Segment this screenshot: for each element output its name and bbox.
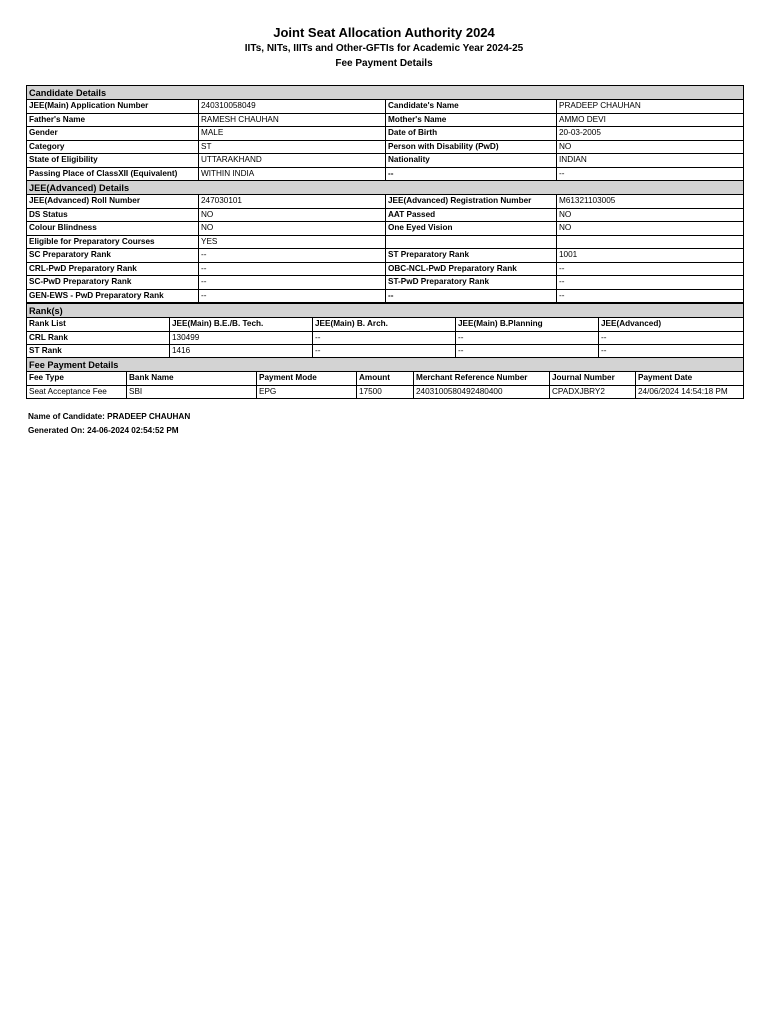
- table-cell: ST Rank: [27, 345, 170, 359]
- table-row: [27, 195, 744, 209]
- table-row: [27, 127, 744, 141]
- section-title: Candidate Details: [27, 86, 744, 100]
- table-cell: --: [599, 331, 744, 345]
- field-value: --: [199, 289, 386, 303]
- field-value: YES: [199, 235, 386, 249]
- field-label: Colour Blindness: [27, 222, 199, 236]
- field-label: --: [386, 167, 557, 181]
- fee-body: [27, 358, 744, 399]
- table-row: [27, 208, 744, 222]
- column-header: Payment Mode: [257, 372, 357, 386]
- table-cell: Seat Acceptance Fee: [27, 385, 127, 399]
- table-row: [27, 100, 744, 114]
- generated-on-line: Generated On: 24-06-2024 02:54:52 PM: [28, 426, 179, 435]
- field-label: Date of Birth: [386, 127, 557, 141]
- table-row: [27, 235, 744, 249]
- field-value: PRADEEP CHAUHAN: [557, 100, 744, 114]
- column-header: Journal Number: [550, 372, 636, 386]
- column-header: Fee Type: [27, 372, 127, 386]
- document-subtitle: IITs, NITs, IIITs and Other-GFTIs for Academic Year 2024-25: [244, 43, 524, 54]
- field-value: --: [557, 262, 744, 276]
- field-value: M61321103005: [557, 195, 744, 209]
- field-value: MALE: [199, 127, 386, 141]
- column-header-row: [27, 318, 744, 332]
- field-value: 1001: [557, 249, 744, 263]
- field-label: ST Preparatory Rank: [386, 249, 557, 263]
- field-label: OBC-NCL-PwD Preparatory Rank: [386, 262, 557, 276]
- field-label: Person with Disability (PwD): [386, 140, 557, 154]
- table-row: [27, 262, 744, 276]
- table-row: [27, 276, 744, 290]
- section-header-row: [27, 304, 744, 318]
- table-cell: CRL Rank: [27, 331, 170, 345]
- table-row: [27, 385, 744, 399]
- table-row: [27, 249, 744, 263]
- field-value: RAMESH CHAUHAN: [199, 113, 386, 127]
- field-label: DS Status: [27, 208, 199, 222]
- field-value: NO: [199, 208, 386, 222]
- table-cell: 17500: [357, 385, 414, 399]
- details-table: [26, 85, 744, 303]
- field-value: --: [557, 289, 744, 303]
- document-title: Joint Seat Allocation Authority 2024: [273, 25, 495, 40]
- field-label: State of Eligibility: [27, 154, 199, 168]
- field-value: NO: [199, 222, 386, 236]
- field-value: UTTARAKHAND: [199, 154, 386, 168]
- field-label: GEN-EWS - PwD Preparatory Rank: [27, 289, 199, 303]
- field-label: Nationality: [386, 154, 557, 168]
- table-row: [27, 167, 744, 181]
- table-cell: 130499: [170, 331, 313, 345]
- field-value: NO: [557, 208, 744, 222]
- field-label: [386, 235, 557, 249]
- field-label: One Eyed Vision: [386, 222, 557, 236]
- column-header: Rank List: [27, 318, 170, 332]
- field-value: --: [199, 249, 386, 263]
- table-row: [27, 140, 744, 154]
- field-label: Gender: [27, 127, 199, 141]
- field-value: --: [199, 262, 386, 276]
- table-row: [27, 113, 744, 127]
- table-cell: CPADXJBRY2: [550, 385, 636, 399]
- field-label: SC-PwD Preparatory Rank: [27, 276, 199, 290]
- document-name: Fee Payment Details: [335, 58, 433, 69]
- table-cell: 24/06/2024 14:54:18 PM: [636, 385, 744, 399]
- table-cell: --: [313, 345, 456, 359]
- column-header: Payment Date: [636, 372, 744, 386]
- field-label: Eligible for Preparatory Courses: [27, 235, 199, 249]
- field-label: SC Preparatory Rank: [27, 249, 199, 263]
- field-label: Mother's Name: [386, 113, 557, 127]
- field-value: --: [199, 276, 386, 290]
- field-label: JEE(Main) Application Number: [27, 100, 199, 114]
- field-value: NO: [557, 140, 744, 154]
- field-label: JEE(Advanced) Roll Number: [27, 195, 199, 209]
- field-value: 240310058049: [199, 100, 386, 114]
- table-row: [27, 331, 744, 345]
- section-title: Fee Payment Details: [27, 358, 744, 372]
- field-label: ST-PwD Preparatory Rank: [386, 276, 557, 290]
- field-value: 247030101: [199, 195, 386, 209]
- section-title: Rank(s): [27, 304, 744, 318]
- section-header-row: [27, 358, 744, 372]
- column-header: JEE(Main) B. Arch.: [313, 318, 456, 332]
- table-row: [27, 345, 744, 359]
- table-cell: SBI: [127, 385, 257, 399]
- field-label: Passing Place of ClassXII (Equivalent): [27, 167, 199, 181]
- field-label: AAT Passed: [386, 208, 557, 222]
- table-cell: --: [313, 331, 456, 345]
- field-value: --: [557, 167, 744, 181]
- column-header-row: [27, 372, 744, 386]
- section-header-row: [27, 181, 744, 195]
- field-value: 20-03-2005: [557, 127, 744, 141]
- field-value: AMMO DEVI: [557, 113, 744, 127]
- candidate-name-line: Name of Candidate: PRADEEP CHAUHAN: [28, 412, 191, 421]
- column-header: Bank Name: [127, 372, 257, 386]
- table-cell: EPG: [257, 385, 357, 399]
- details-body: [27, 86, 744, 303]
- field-value: NO: [557, 222, 744, 236]
- field-value: --: [557, 276, 744, 290]
- field-value: WITHIN INDIA: [199, 167, 386, 181]
- ranks-body: [27, 304, 744, 359]
- table-row: [27, 154, 744, 168]
- column-header: JEE(Main) B.Planning: [456, 318, 599, 332]
- field-label: CRL-PwD Preparatory Rank: [27, 262, 199, 276]
- table-cell: --: [456, 331, 599, 345]
- field-value: ST: [199, 140, 386, 154]
- table-cell: --: [456, 345, 599, 359]
- column-header: Amount: [357, 372, 414, 386]
- field-label: Father's Name: [27, 113, 199, 127]
- field-value: INDIAN: [557, 154, 744, 168]
- table-cell: 2403100580492480400: [414, 385, 550, 399]
- field-value: [557, 235, 744, 249]
- table-cell: 1416: [170, 345, 313, 359]
- section-title: JEE(Advanced) Details: [27, 181, 744, 195]
- table-row: [27, 222, 744, 236]
- field-label: JEE(Advanced) Registration Number: [386, 195, 557, 209]
- column-header: JEE(Main) B.E./B. Tech.: [170, 318, 313, 332]
- table-row: [27, 289, 744, 303]
- column-header: Merchant Reference Number: [414, 372, 550, 386]
- table-cell: --: [599, 345, 744, 359]
- field-label: Category: [27, 140, 199, 154]
- section-header-row: [27, 86, 744, 100]
- ranks-table: [26, 303, 744, 359]
- column-header: JEE(Advanced): [599, 318, 744, 332]
- fee-table: [26, 357, 744, 399]
- field-label: --: [386, 289, 557, 303]
- field-label: Candidate's Name: [386, 100, 557, 114]
